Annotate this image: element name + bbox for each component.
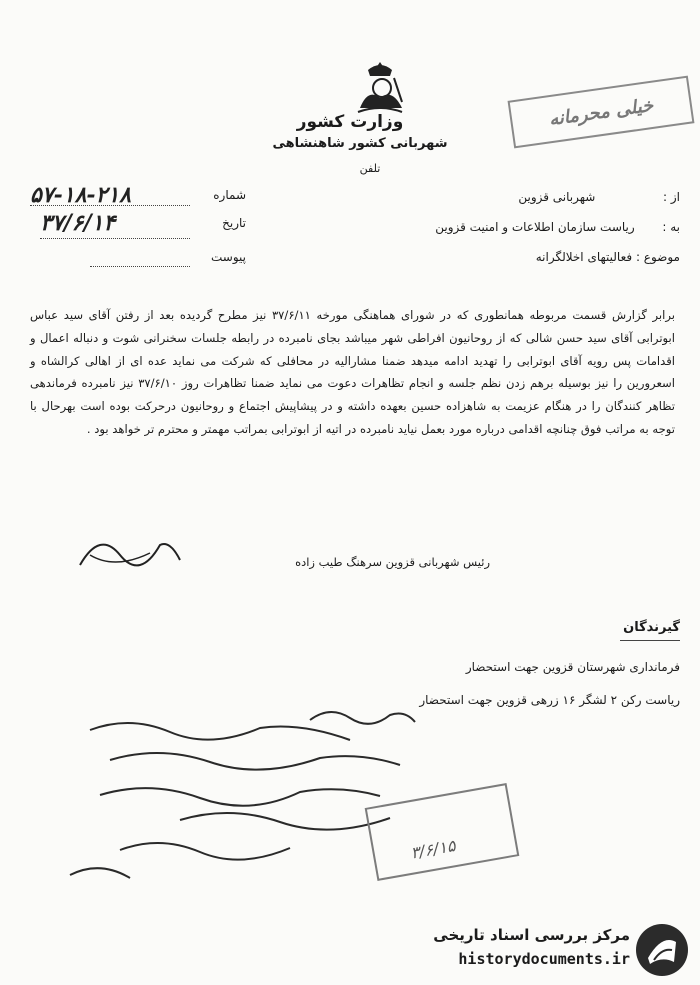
footer-url[interactable]: historydocuments.ir (458, 950, 630, 968)
from-value: شهربانی قزوین (518, 190, 596, 204)
confidential-stamp: خیلی محرمانه (508, 76, 695, 149)
recipient-item: فرمانداری شهرستان قزوین جهت استحضار (465, 660, 680, 674)
phone-label: تلفن (359, 162, 381, 175)
to-label: به : (662, 220, 680, 234)
from-field (300, 190, 680, 204)
subject-label: موضوع : (635, 250, 680, 264)
recipients-title: گیرندگان (623, 620, 680, 635)
signature-line: رئیس شهربانی قزوین سرهنگ طیب زاده (295, 555, 490, 569)
office-subtitle: شهربانی کشور شاهنشاهی (272, 136, 448, 151)
number-value: ۵۷-۱۸-۲۱۸ (30, 182, 131, 208)
subject-value: فعالیتهای اخلالگرانه (535, 250, 633, 264)
to-field (300, 220, 680, 234)
ministry-title: وزارت کشور (296, 112, 404, 132)
date-value: ۳۷/۶/۱۴ (40, 210, 116, 236)
footer-org-name: مرکز بررسی اسناد تاریخی (433, 926, 630, 944)
lion-and-sun-emblem-icon (350, 58, 410, 116)
attachment-label: پیوست (211, 250, 246, 264)
letter-body: برابر گزارش قسمت مربوطه همانطوری که در شورای هماهنگی مورخه ۳۷/۶/۱۱ نیز مطرح گردیده بعد از رفتن آقای سید عباس ابوترابی آقای سید حسن شالی که از روحانیون افراطی شهر میباشد بجای نامبرده در رابطه جلسات سخنرانی شوت و دنباله اعمال و اقدامات پس رویه آقای ابوترابی را تهدید ادامه میدهد ضمنا مشارالیه در محافلی که شرکت می نماید عده ای از اهالی کرالشاه و اسعرورین را نیز بوسیله برهم زدن نظم جلسه و انجام تظاهرات دعوت می نماید ضمنا تظاهرات روز ۳۷/۶/۱۰ نیز نامبرده فرماندهی تظاهر کنندگان را در هنگام عزیمت به شاهزاده حسین بعهده داشته و در پیشاپیش اجتماع و روحانیون درحرکت بوده است بهرحال با توجه به مراتب فوق چنانچه اقدامی درباره مورد بعمل نیاید نامبرده در اتیه از ابوترابی بمراتب مهمتر و محترم تر خواهد بود . (30, 308, 675, 436)
received-stamp-date: ۳/۶/۱۵ (409, 835, 457, 863)
recipient-item: ریاست رکن ۲ لشگر ۱۶ زرهی قزوین جهت استحضار (419, 693, 680, 707)
date-label: تاریخ (222, 216, 246, 230)
number-label: شماره (213, 188, 246, 202)
from-label: از : (663, 190, 680, 204)
attachment-dotted-line (90, 266, 190, 267)
archive-logo-icon (634, 922, 690, 978)
to-value: ریاست سازمان اطلاعات و امنیت قزوین (435, 220, 635, 234)
recipients-underline (620, 640, 680, 641)
date-dotted-line (40, 238, 190, 239)
number-dotted-line (30, 205, 190, 206)
subject-field (300, 250, 680, 264)
